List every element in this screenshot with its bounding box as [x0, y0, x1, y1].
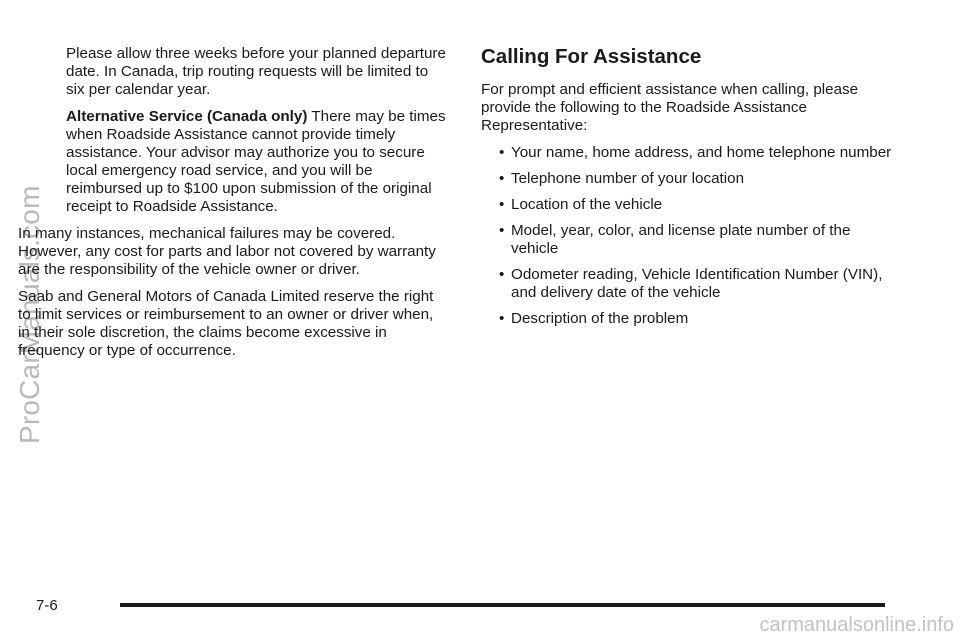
bullet-icon: •: [499, 266, 505, 283]
bullet-icon: •: [499, 170, 505, 187]
list-item: [481, 266, 901, 302]
section-heading: Calling For Assistance: [481, 45, 702, 68]
list-item: [481, 170, 901, 188]
alternative-service-heading: Alternative Service (Canada only): [66, 108, 308, 125]
paragraph-mechanical-failures: In many instances, mechanical failures may be covered. However, any cost for parts and labor not covered by warranty are the responsibility of the vehicle owner or driver.: [18, 225, 436, 278]
indented-block: [18, 45, 448, 216]
list-item-text: Your name, home address, and home telephone number: [511, 144, 892, 161]
bullet-icon: •: [499, 310, 505, 327]
list-item: [481, 310, 901, 328]
site-watermark: carmanualsonline.info: [759, 614, 954, 636]
right-column: [481, 45, 901, 336]
bullet-icon: •: [499, 222, 505, 239]
list-item: [481, 222, 901, 258]
list-item-text: Model, year, color, and license plate number of the vehicle: [511, 222, 851, 257]
list-item: [481, 144, 901, 162]
list-item-text: Telephone number of your location: [511, 170, 745, 187]
bullet-icon: •: [499, 196, 505, 213]
page-number: 7-6: [36, 597, 58, 614]
paragraph-alternative-service: [66, 108, 448, 216]
left-column: [18, 45, 448, 369]
list-item: [481, 196, 901, 214]
list-item-text: Description of the problem: [511, 310, 689, 327]
bullet-icon: •: [499, 144, 505, 161]
list-item-text: Location of the vehicle: [511, 196, 663, 213]
watermark-text: ProCarManuals.com: [14, 185, 45, 444]
list-item-text: Odometer reading, Vehicle Identification Number (VIN), and delivery date of the vehicle: [511, 266, 883, 301]
paragraph-trip-routing: Please allow three weeks before your planned departure date. In Canada, trip routing requests will be limited to six per calendar year.: [66, 45, 446, 98]
paragraph-reserve-right: Saab and General Motors of Canada Limited reserve the right to limit services or reimbursement to an owner or driver when, in their sole discretion, the claims become excessive in frequency or type of occurrence.: [18, 288, 434, 359]
intro-paragraph: For prompt and efficient assistance when calling, please provide the following to the Roadside Assistance Representative:: [481, 81, 859, 134]
info-list: [481, 144, 901, 328]
footer-divider: [120, 603, 885, 607]
alternative-service-body: There may be times when Roadside Assistance cannot provide timely assistance. Your advisor may authorize you to secure local emergency road service, and you will be reimbursed up to $100 upon submission of the original receipt to Roadside Assistance.: [66, 108, 446, 215]
